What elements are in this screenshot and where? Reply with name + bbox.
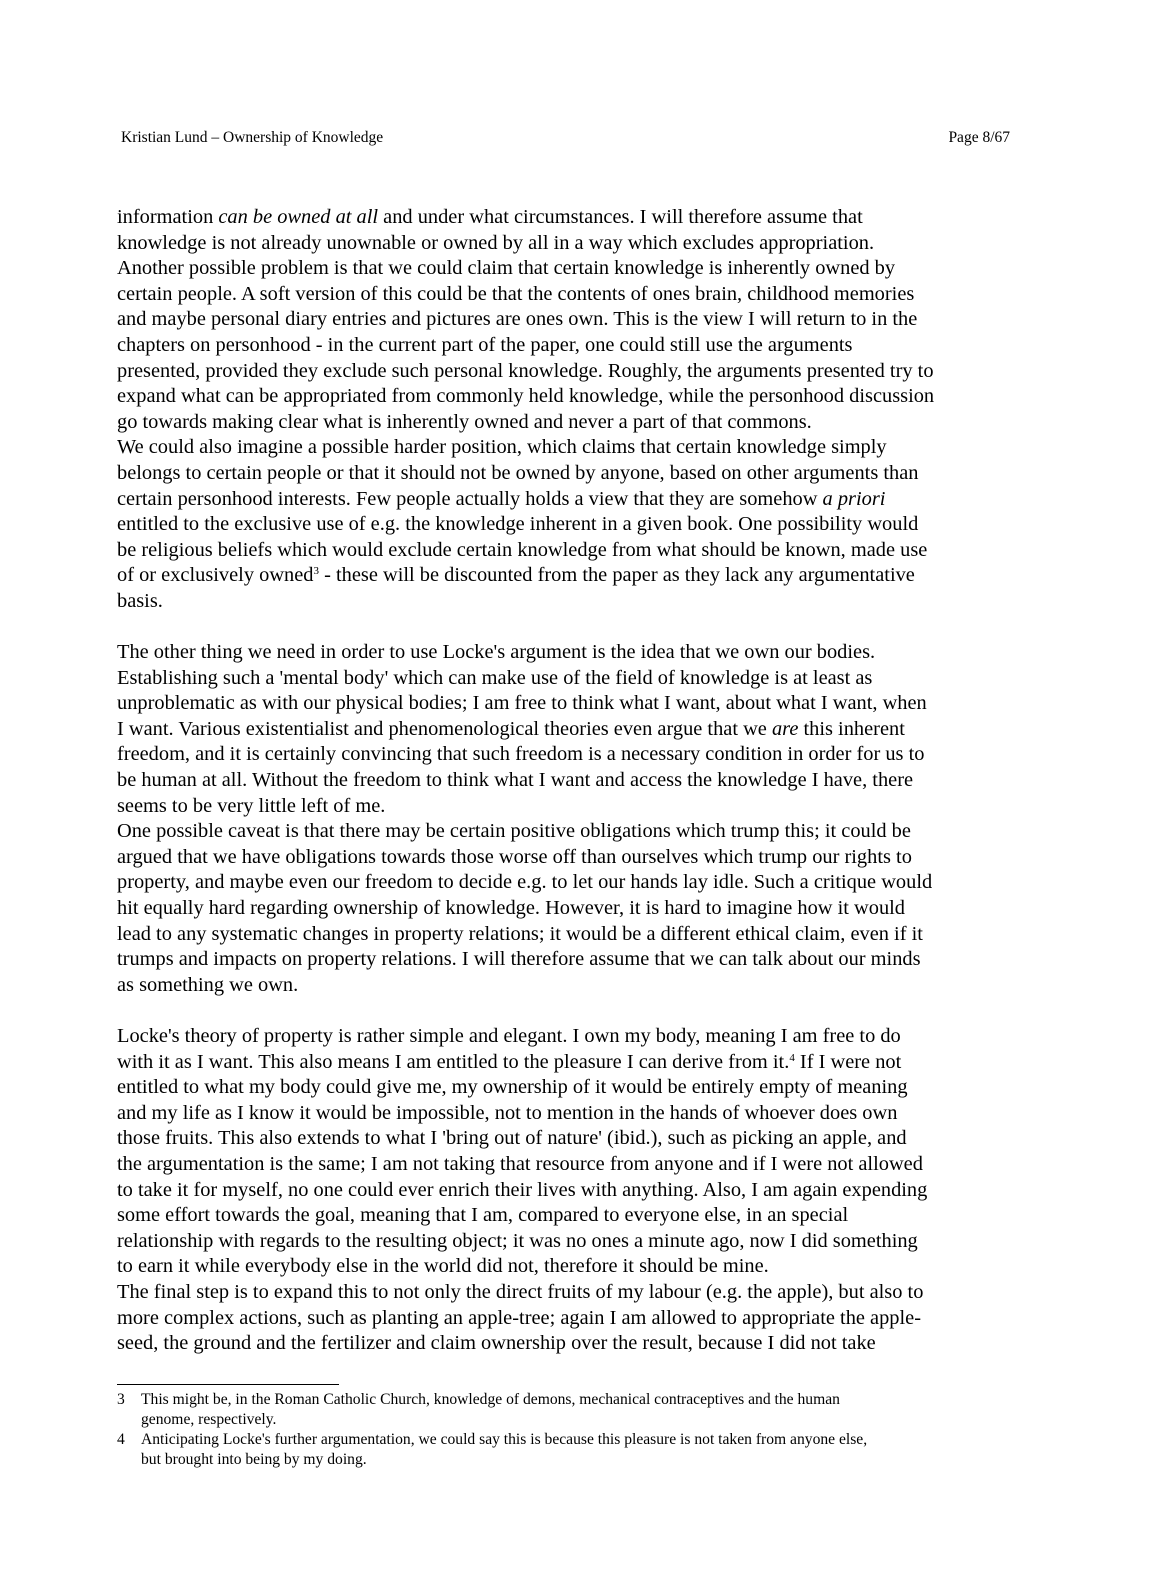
text-run: this inherent [798,717,905,740]
paragraph-gap [117,615,1017,641]
text-line: The final step is to expand this to not only the direct fruits of my labour (e.g. the apple), but also to [117,1280,924,1303]
text-run: If I were not [794,1050,902,1073]
text-line [117,717,1017,743]
text-line: unproblematic as with our physical bodies; I am free to think what I want, about what I want, when [117,692,927,715]
text-line: hit equally hard regarding ownership of knowledge. However, it is hard to imagine how it would [117,897,906,920]
text-line: trumps and impacts on property relations. I will therefore assume that we can talk about our minds [117,948,921,971]
text-line: expand what can be appropriated from commonly held knowledge, while the personhood discussion [117,385,935,408]
text-line: entitled to the exclusive use of e.g. the knowledge inherent in a given book. One possibility would [117,513,919,536]
paragraph-3 [117,640,1017,819]
text-line: as something we own. [117,973,299,996]
footnote-number: 3 [117,1391,125,1408]
text-line [117,205,1017,231]
text-line: property, and maybe even our freedom to decide e.g. to let our hands lay idle. Such a critique would [117,871,933,894]
paragraph-6 [117,1280,1017,1357]
text-line: go towards making clear what is inherently owned and never a part of that commons. [117,410,812,433]
footnote-number: 4 [117,1431,125,1448]
italic-run: can be owned at all [218,206,379,228]
text-run: I want. Various existentialist and phenomenological theories even argue that we [117,717,772,740]
footnote-ref[interactable]: 3 [313,565,319,578]
text-line: We could also imagine a possible harder position, which claims that certain knowledge simply [117,436,887,459]
footnote-ref[interactable]: 4 [789,1051,795,1064]
text-run: certain personhood interests. Few people actually holds a view that they are somehow [117,487,823,510]
footnote-4 [117,1430,1017,1470]
text-line [117,563,1017,589]
text-line: Another possible problem is that we could claim that certain knowledge is inherently owned by [117,257,896,280]
paragraph-4 [117,819,1017,998]
header-author-title: Kristian Lund – Ownership of Knowledge [121,129,384,146]
text-line: basis. [117,589,163,612]
text-line: Locke's theory of property is rather simple and elegant. I own my body, meaning I am free to do [117,1025,901,1047]
text-line: and maybe personal diary entries and pictures are ones own. This is the view I will return to in the [117,308,918,331]
text-line: argued that we have obligations towards those worse off than ourselves which trump our rights to [117,845,912,868]
text-line: belongs to certain people or that it should not be owned by anyone, based on other arguments than [117,461,919,484]
text-line: be human at all. Without the freedom to think what I want and access the knowledge I have, there [117,769,914,792]
text-line [117,1050,1017,1076]
italic-run: are [771,717,799,740]
footnote-3 [117,1390,1017,1430]
text-line: freedom, and it is certainly convincing that such freedom is a necessary condition in order for us to [117,743,925,766]
text-line: One possible caveat is that there may be certain positive obligations which trump this; it could be [117,820,911,843]
footnotes [117,1390,1017,1470]
text-line: be religious beliefs which would exclude certain knowledge from what should be known, made use [117,538,928,561]
footnote-line: This might be, in the Roman Catholic Church, knowledge of demons, mechanical contraceptives and the human [141,1391,840,1408]
header-page-number: Page 8/67 [948,129,1010,146]
footnote-line: genome, respectively. [141,1411,277,1428]
text-run: of or exclusively owned [117,564,314,587]
text-line: Establishing such a 'mental body' which can make use of the field of knowledge is at least as [117,666,873,689]
text-run: - these will be discounted from the paper as they lack any argumentative [319,564,915,587]
text-line: some effort towards the goal, meaning that I am, compared to everyone else, in an special [117,1204,849,1227]
text-line: the argumentation is the same; I am not taking that resource from anyone and if I were not allowed [117,1152,923,1175]
paragraph-2 [117,435,1017,614]
text-line: entitled to what my body could give me, my ownership of it would be entirely empty of meaning [117,1076,908,1099]
paragraph-1 [117,205,1017,435]
text-line: more complex actions, such as planting an apple-tree; again I am allowed to appropriate the apple- [117,1306,921,1329]
body-text [117,205,1017,1357]
text-line [117,487,1017,513]
footnote-line: Anticipating Locke's further argumentation, we could say this is because this pleasure is not taken from anyone else, [141,1431,868,1448]
text-line: lead to any systematic changes in property relations; it would be a different ethical claim, even if it [117,922,923,945]
text-line: to earn it while everybody else in the world did not, therefore it should be mine. [117,1255,769,1278]
footnote-separator [117,1384,339,1385]
text-line: to take it for myself, no one could ever enrich their lives with anything. Also, I am again expending [117,1178,928,1201]
footnote-line: but brought into being by my doing. [141,1451,367,1468]
text-line: those fruits. This also extends to what I 'bring out of nature' (ibid.), such as picking an apple, and [117,1127,907,1150]
italic-run: a priori [822,487,886,510]
text-run: with it as I want. This also means I am entitled to the pleasure I can derive from it. [117,1050,790,1073]
text-line: chapters on personhood - in the current part of the paper, one could still use the arguments [117,333,853,356]
text-run: information [117,206,219,228]
text-run: and under what circumstances. I will therefore assume that [378,206,863,228]
paragraph-gap [117,998,1017,1024]
text-line: seed, the ground and the fertilizer and claim ownership over the result, because I did not take [117,1332,876,1355]
text-line: relationship with regards to the resulting object; it was no ones a minute ago, now I did something [117,1229,918,1252]
text-line: presented, provided they exclude such personal knowledge. Roughly, the arguments presented try to [117,359,934,382]
text-line: The other thing we need in order to use Locke's argument is the idea that we own our bodies. [117,641,876,664]
text-line: seems to be very little left of me. [117,794,386,817]
text-line: certain people. A soft version of this could be that the contents of ones brain, childhood memories [117,282,915,305]
text-line: and my life as I know it would be impossible, not to mention in the hands of whoever does own [117,1101,898,1124]
text-line: knowledge is not already unownable or owned by all in a way which excludes appropriation. [117,231,875,254]
paragraph-5 [117,1024,1017,1280]
